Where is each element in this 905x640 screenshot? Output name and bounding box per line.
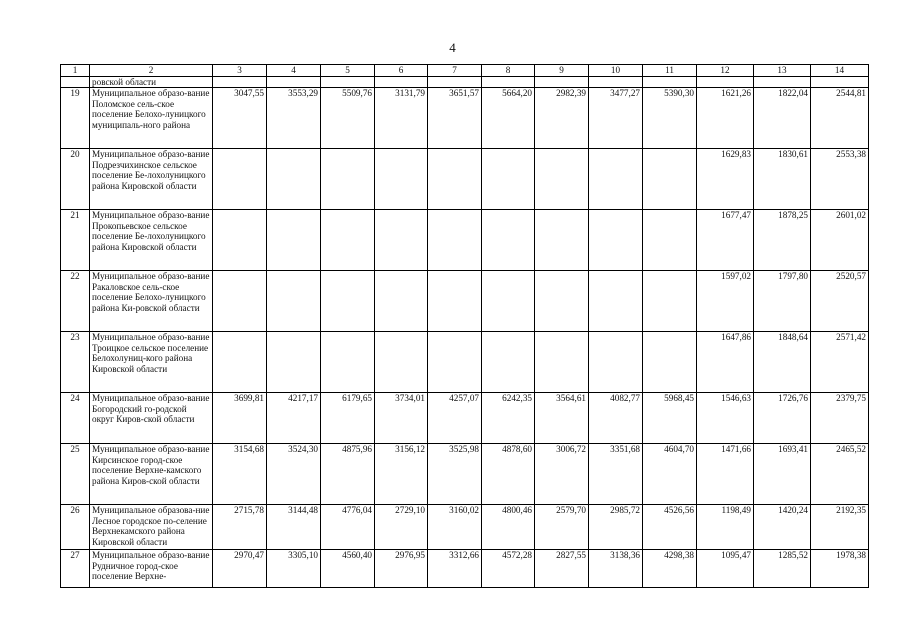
value-cell-col-4: 4217,17 xyxy=(267,393,321,444)
column-header-12: 12 xyxy=(697,65,754,77)
value-cell-col-5 xyxy=(321,271,375,332)
value-cell-col-12: 1095,47 xyxy=(697,550,754,588)
value-cell-col-5: 5509,76 xyxy=(321,88,375,149)
column-header-14: 14 xyxy=(811,65,869,77)
value-cell-col-8 xyxy=(482,332,535,393)
row-number: 24 xyxy=(61,393,90,444)
value-cell-col-6: 3156,12 xyxy=(375,444,428,505)
value-cell-col-8: 6242,35 xyxy=(482,393,535,444)
row-number: 23 xyxy=(61,332,90,393)
value-cell-col-4: 3553,29 xyxy=(267,88,321,149)
value-cell-col-6 xyxy=(375,271,428,332)
value-cell-col-6: 3131,79 xyxy=(375,88,428,149)
value-cell-col-11 xyxy=(643,332,697,393)
column-header-7: 7 xyxy=(428,65,482,77)
page-number: 4 xyxy=(449,40,456,55)
value-cell-col-4: 3524,30 xyxy=(267,444,321,505)
value-cell-col-13: 1878,25 xyxy=(754,210,811,271)
tariff-table xyxy=(60,64,869,588)
value-cell-col-9 xyxy=(535,271,589,332)
column-header-2: 2 xyxy=(90,65,213,77)
value-cell-col-4: 3144,48 xyxy=(267,505,321,550)
continuation-num-cell xyxy=(61,77,90,88)
value-cell-col-7: 3651,57 xyxy=(428,88,482,149)
value-cell-col-6: 3734,01 xyxy=(375,393,428,444)
row-number: 22 xyxy=(61,271,90,332)
value-cell-col-8: 4800,46 xyxy=(482,505,535,550)
value-cell-col-13: 1726,76 xyxy=(754,393,811,444)
column-header-9: 9 xyxy=(535,65,589,77)
value-cell-col-3 xyxy=(213,210,267,271)
value-cell-col-9: 2982,39 xyxy=(535,88,589,149)
value-cell-col-5: 6179,65 xyxy=(321,393,375,444)
value-cell-col-4 xyxy=(267,332,321,393)
value-cell-col-10 xyxy=(589,271,643,332)
column-header-5: 5 xyxy=(321,65,375,77)
value-cell-col-3 xyxy=(213,332,267,393)
value-cell-col-13: 1693,41 xyxy=(754,444,811,505)
value-cell-col-7 xyxy=(428,210,482,271)
table-row xyxy=(61,149,869,210)
value-cell-col-10: 2985,72 xyxy=(589,505,643,550)
value-cell-col-11: 5968,45 xyxy=(643,393,697,444)
table-row xyxy=(61,271,869,332)
value-cell-col-9 xyxy=(535,332,589,393)
value-cell-col-10: 3477,27 xyxy=(589,88,643,149)
value-cell-col-13: 1848,64 xyxy=(754,332,811,393)
value-cell-col-11 xyxy=(643,149,697,210)
value-cell-col-9: 2579,70 xyxy=(535,505,589,550)
row-number: 20 xyxy=(61,149,90,210)
value-cell-col-12: 1647,86 xyxy=(697,332,754,393)
column-header-11: 11 xyxy=(643,65,697,77)
value-cell-col-3: 3154,68 xyxy=(213,444,267,505)
value-cell-col-13: 1822,04 xyxy=(754,88,811,149)
column-header-13: 13 xyxy=(754,65,811,77)
row-number: 27 xyxy=(61,550,90,588)
value-cell-col-9: 3564,61 xyxy=(535,393,589,444)
value-cell-col-8 xyxy=(482,271,535,332)
value-cell-col-7 xyxy=(428,332,482,393)
value-cell-col-12: 1621,26 xyxy=(697,88,754,149)
municipality-name: Муниципальное образо-вание Прокопьевское сельское поселение Бе-лохолуницкого района Кировской области xyxy=(90,210,213,271)
value-cell-col-8: 4572,28 xyxy=(482,550,535,588)
municipality-name: Муниципальное образо-вание Кирсинское город-ское поселение Верхне-камского района Киров-ской области xyxy=(90,444,213,505)
municipality-name: Муниципальное образо-вание Ракаловское сель-ское поселение Белохо-луницкого района Ки-ровской области xyxy=(90,271,213,332)
value-cell-col-14: 2571,42 xyxy=(811,332,869,393)
value-cell-col-9 xyxy=(535,149,589,210)
column-header-10: 10 xyxy=(589,65,643,77)
value-cell-col-13: 1830,61 xyxy=(754,149,811,210)
value-cell-col-7: 4257,07 xyxy=(428,393,482,444)
value-cell-col-6 xyxy=(375,332,428,393)
value-cell-col-6 xyxy=(375,210,428,271)
value-cell-col-13: 1797,80 xyxy=(754,271,811,332)
value-cell-col-12: 1198,49 xyxy=(697,505,754,550)
value-cell-col-3: 2970,47 xyxy=(213,550,267,588)
table-row xyxy=(61,332,869,393)
value-cell-col-7: 3312,66 xyxy=(428,550,482,588)
value-cell-col-14: 2520,57 xyxy=(811,271,869,332)
value-cell-col-4 xyxy=(267,271,321,332)
value-cell-col-12: 1597,02 xyxy=(697,271,754,332)
value-cell-col-4 xyxy=(267,149,321,210)
value-cell-col-12: 1677,47 xyxy=(697,210,754,271)
municipality-name: Муниципальное образо-вание Рудничное город-ское поселение Верхне- xyxy=(90,550,213,588)
value-cell-col-3: 2715,78 xyxy=(213,505,267,550)
table-row xyxy=(61,210,869,271)
value-cell-col-10: 4082,77 xyxy=(589,393,643,444)
value-cell-col-3: 3047,55 xyxy=(213,88,267,149)
municipality-name: Муниципальное образо-вание Поломское сель-ское поселение Белохо-луницкого муниципаль-ного района xyxy=(90,88,213,149)
value-cell-col-11 xyxy=(643,210,697,271)
value-cell-col-5 xyxy=(321,210,375,271)
value-cell-col-10 xyxy=(589,149,643,210)
value-cell-col-8: 4878,60 xyxy=(482,444,535,505)
value-cell-col-12: 1629,83 xyxy=(697,149,754,210)
municipality-name: Муниципальное образова-ние Лесное городское по-селение Верхнекамского района Кировской области xyxy=(90,505,213,550)
value-cell-col-14: 2601,02 xyxy=(811,210,869,271)
municipality-name: Муниципальное образо-вание Троицкое сельское поселение Белохолуниц-кого района Кировской области xyxy=(90,332,213,393)
value-cell-col-13: 1285,52 xyxy=(754,550,811,588)
row-number: 26 xyxy=(61,505,90,550)
value-cell-col-12: 1546,63 xyxy=(697,393,754,444)
table-row xyxy=(61,550,869,588)
value-cell-col-14: 1978,38 xyxy=(811,550,869,588)
value-cell-col-13: 1420,24 xyxy=(754,505,811,550)
value-cell-col-11: 5390,30 xyxy=(643,88,697,149)
value-cell-col-5: 4560,40 xyxy=(321,550,375,588)
row-number: 21 xyxy=(61,210,90,271)
value-cell-col-11: 4298,38 xyxy=(643,550,697,588)
value-cell-col-7: 3160,02 xyxy=(428,505,482,550)
column-header-4: 4 xyxy=(267,65,321,77)
value-cell-col-14: 2192,35 xyxy=(811,505,869,550)
municipality-name: Муниципальное образо-вание Богородский го-родской округ Киров-ской области xyxy=(90,393,213,444)
value-cell-col-11: 4526,56 xyxy=(643,505,697,550)
table-row xyxy=(61,393,869,444)
value-cell-col-4: 3305,10 xyxy=(267,550,321,588)
value-cell-col-6 xyxy=(375,149,428,210)
value-cell-col-3: 3699,81 xyxy=(213,393,267,444)
value-cell-col-5 xyxy=(321,149,375,210)
value-cell-col-11 xyxy=(643,271,697,332)
continuation-cell: ровской области xyxy=(90,77,213,88)
municipality-name: Муниципальное образо-вание Подрезчихинское сельское поселение Бе-лохолуницкого района Кировской области xyxy=(90,149,213,210)
table-row xyxy=(61,88,869,149)
value-cell-col-8 xyxy=(482,210,535,271)
value-cell-col-10: 3138,36 xyxy=(589,550,643,588)
table-row xyxy=(61,505,869,550)
value-cell-col-7 xyxy=(428,271,482,332)
value-cell-col-5: 4776,04 xyxy=(321,505,375,550)
value-cell-col-9 xyxy=(535,210,589,271)
value-cell-col-14: 2544,81 xyxy=(811,88,869,149)
column-header-8: 8 xyxy=(482,65,535,77)
continuation-row xyxy=(61,77,869,88)
value-cell-col-9: 2827,55 xyxy=(535,550,589,588)
row-number: 19 xyxy=(61,88,90,149)
value-cell-col-10: 3351,68 xyxy=(589,444,643,505)
value-cell-col-3 xyxy=(213,149,267,210)
column-header-3: 3 xyxy=(213,65,267,77)
value-cell-col-10 xyxy=(589,210,643,271)
value-cell-col-3 xyxy=(213,271,267,332)
column-header-6: 6 xyxy=(375,65,428,77)
header-row xyxy=(61,65,869,77)
value-cell-col-14: 2553,38 xyxy=(811,149,869,210)
value-cell-col-9: 3006,72 xyxy=(535,444,589,505)
value-cell-col-4 xyxy=(267,210,321,271)
value-cell-col-8: 5664,20 xyxy=(482,88,535,149)
value-cell-col-14: 2465,52 xyxy=(811,444,869,505)
value-cell-col-10 xyxy=(589,332,643,393)
value-cell-col-7 xyxy=(428,149,482,210)
value-cell-col-8 xyxy=(482,149,535,210)
value-cell-col-6: 2976,95 xyxy=(375,550,428,588)
value-cell-col-7: 3525,98 xyxy=(428,444,482,505)
table-row xyxy=(61,444,869,505)
value-cell-col-6: 2729,10 xyxy=(375,505,428,550)
value-cell-col-12: 1471,66 xyxy=(697,444,754,505)
value-cell-col-5 xyxy=(321,332,375,393)
column-header-1: 1 xyxy=(61,65,90,77)
value-cell-col-11: 4604,70 xyxy=(643,444,697,505)
value-cell-col-14: 2379,75 xyxy=(811,393,869,444)
value-cell-col-5: 4875,96 xyxy=(321,444,375,505)
row-number: 25 xyxy=(61,444,90,505)
